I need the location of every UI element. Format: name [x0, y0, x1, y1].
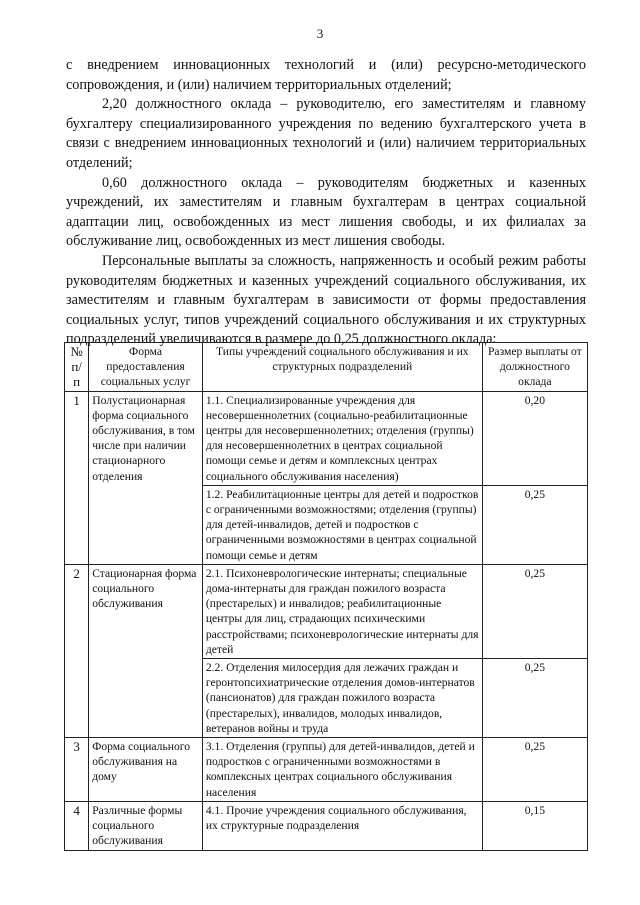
group-number: 1 [65, 391, 89, 564]
group-form: Различные формы социального обслуживания [89, 801, 203, 850]
paragraph-personal-payments: Персональные выплаты за сложность, напряженность и особый режим работы руководителям бюджетных и казенных учреждений социального обслуживания, их заместителям и главным бухгалтерам в зависимости от формы предоставления социальных услуг, типов учреждений социального обслуживания и их структурных подразделений увеличиваются в размере до 0,25 должностного оклада: [66, 252, 586, 348]
body-text [66, 56, 586, 350]
payment-size: 0,25 [482, 485, 587, 564]
institution-type: 4.1. Прочие учреждения социального обслуживания, их структурные подразделения [202, 801, 482, 850]
group-form: Полустационарная форма социального обслуживания, в том числе при наличии стационарного отделения [89, 391, 203, 564]
institution-type: 1.2. Реабилитационные центры для детей и подростков с ограниченными возможностями; отделения (группы) для детей-инвалидов, детей и подростков с ограниченными возможностями в центрах социальной помощи семье и детям [202, 485, 482, 564]
payment-size: 0,20 [482, 391, 587, 485]
header-form: Форма предоставления социальных услуг [89, 343, 203, 392]
payment-size: 0,25 [482, 738, 587, 802]
group-form: Форма социального обслуживания на дому [89, 738, 203, 802]
paragraph-continuation: с внедрением инновационных технологий и (или) ресурсно-методического сопровождения, и (или) наличием территориальных отделений; [66, 57, 586, 93]
paragraph-adaptation: 0,60 должностного оклада – руководителям бюджетных и казенных учреждений, их заместителям и главным бухгалтерам в центрах социальной адаптации лиц, освобожденных из мест лишения свободы, и их филиалах за обслуживание лиц, освобожденных из мест лишения свободы. [66, 174, 586, 250]
payments-table [64, 342, 588, 851]
group-number: 2 [65, 564, 89, 737]
payment-size: 0,15 [482, 801, 587, 850]
institution-type: 1.1. Специализированные учреждения для несовершеннолетних (социально-реабилитационные центры для несовершеннолетних; отделения (группы) для несовершеннолетних в центрах социальной помощи семье и детям и комплексных центрах социального обслуживания населения) [202, 391, 482, 485]
table-row [65, 801, 588, 850]
institution-type: 3.1. Отделения (группы) для детей-инвалидов, детей и подростков с ограниченными возможностями в комплексных центрах социального обслуживания населения [202, 738, 482, 802]
header-size: Размер выплаты от должностного оклада [482, 343, 587, 392]
payment-size: 0,25 [482, 564, 587, 658]
page-number: 3 [316, 26, 324, 41]
payment-size: 0,25 [482, 659, 587, 738]
table-row [65, 391, 588, 485]
header-num: № п/п [65, 343, 89, 392]
group-form: Стационарная форма социального обслуживания [89, 564, 203, 737]
table-row [65, 738, 588, 802]
institution-type: 2.2. Отделения милосердия для лежачих граждан и геронтопсихиатрические отделения домов-интернатов (пансионатов) для граждан пожилого возраста (престарелых), инвалидов, молодых инвалидов, ветеранов войны и труда [202, 659, 482, 738]
table-row [65, 564, 588, 658]
paragraph-accounting: 2,20 должностного оклада – руководителю, его заместителям и главному бухгалтеру специализированного учреждения по ведению бухгалтерского учета в связи с внедрением инновационных технологий и (или) наличием территориальных отделений; [66, 96, 586, 171]
group-number: 3 [65, 738, 89, 802]
table-header-row [65, 343, 588, 392]
institution-type: 2.1. Психоневрологические интернаты; специальные дома-интернаты для граждан пожилого возраста (престарелых) и инвалидов; реабилитационные центры для лиц, страдающих психическими расстройствами; психоневрологические интернаты для детей [202, 564, 482, 658]
group-number: 4 [65, 801, 89, 850]
header-type: Типы учреждений социального обслуживания и их структурных подразделений [202, 343, 482, 392]
